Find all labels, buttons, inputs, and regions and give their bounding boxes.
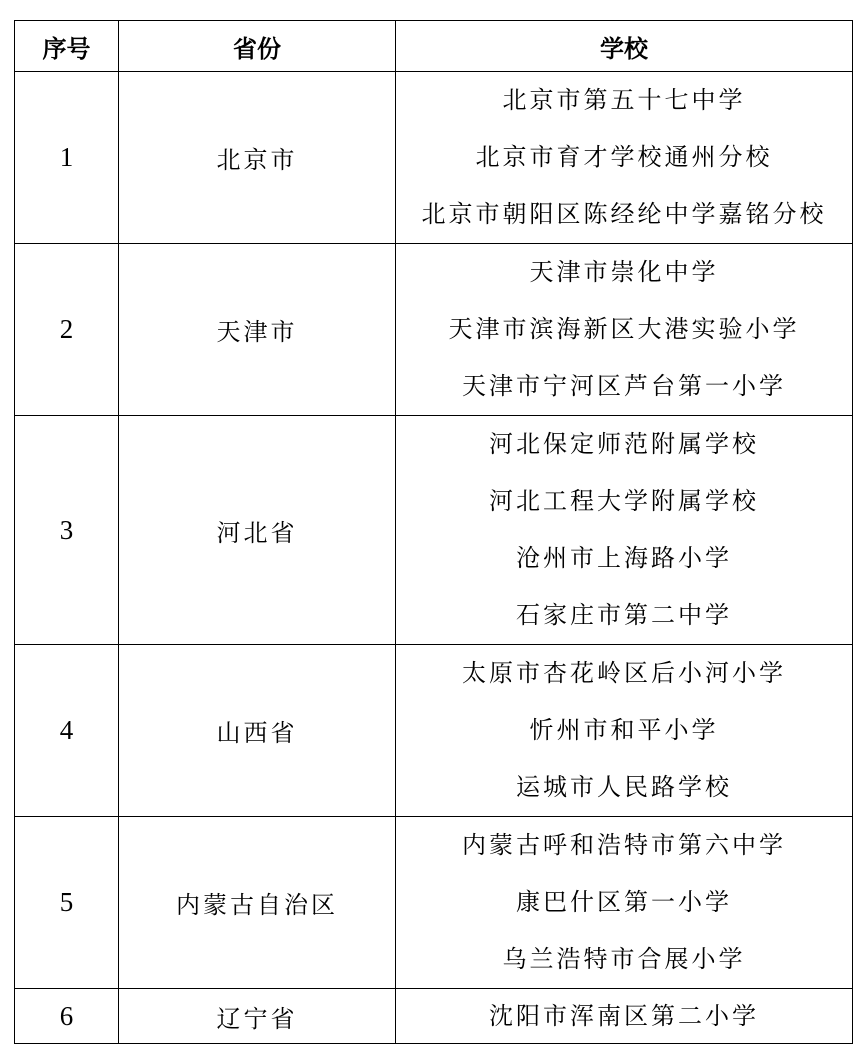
- row-schools: [396, 244, 853, 416]
- school-name: 北京市朝阳区陈经纶中学嘉铭分校: [421, 200, 827, 228]
- school-name: 沈阳市浑南区第二小学: [489, 1002, 759, 1030]
- table-row: [15, 416, 853, 645]
- row-schools: [396, 645, 853, 817]
- row-province: 天津市: [119, 244, 396, 416]
- school-name: 天津市宁河区芦台第一小学: [462, 372, 786, 400]
- row-index: 2: [15, 244, 119, 416]
- school-name: 忻州市和平小学: [529, 716, 719, 744]
- table-row: [15, 989, 853, 1044]
- school-table: [14, 20, 853, 1044]
- row-province: 北京市: [119, 72, 396, 244]
- table-row: [15, 645, 853, 817]
- school-name: 天津市崇化中学: [529, 258, 719, 286]
- school-name: 运城市人民路学校: [516, 773, 732, 801]
- row-province: 辽宁省: [119, 989, 396, 1044]
- school-name: 天津市滨海新区大港实验小学: [448, 315, 800, 343]
- table-row: [15, 817, 853, 989]
- row-province: 内蒙古自治区: [119, 817, 396, 989]
- header-school: 学校: [396, 21, 853, 72]
- header-province: 省份: [119, 21, 396, 72]
- row-index: 5: [15, 817, 119, 989]
- school-name: 内蒙古呼和浩特市第六中学: [462, 831, 786, 859]
- row-schools: [396, 817, 853, 989]
- table-header-row: [15, 21, 853, 72]
- school-name: 河北保定师范附属学校: [489, 430, 759, 458]
- row-province: 山西省: [119, 645, 396, 817]
- school-name: 北京市育才学校通州分校: [475, 143, 773, 171]
- row-schools: [396, 989, 853, 1044]
- row-index: 4: [15, 645, 119, 817]
- row-province: 河北省: [119, 416, 396, 645]
- school-name: 康巴什区第一小学: [516, 888, 732, 916]
- school-list-document: [14, 20, 852, 1044]
- school-name: 沧州市上海路小学: [516, 544, 732, 572]
- row-index: 1: [15, 72, 119, 244]
- row-schools: [396, 72, 853, 244]
- school-name: 北京市第五十七中学: [502, 86, 746, 114]
- row-schools: [396, 416, 853, 645]
- header-index: 序号: [15, 21, 119, 72]
- school-name: 河北工程大学附属学校: [489, 487, 759, 515]
- school-name: 石家庄市第二中学: [516, 601, 732, 629]
- table-row: [15, 72, 853, 244]
- row-index: 3: [15, 416, 119, 645]
- table-row: [15, 244, 853, 416]
- school-name: 乌兰浩特市合展小学: [502, 945, 746, 973]
- school-name: 太原市杏花岭区后小河小学: [462, 659, 786, 687]
- row-index: 6: [15, 989, 119, 1044]
